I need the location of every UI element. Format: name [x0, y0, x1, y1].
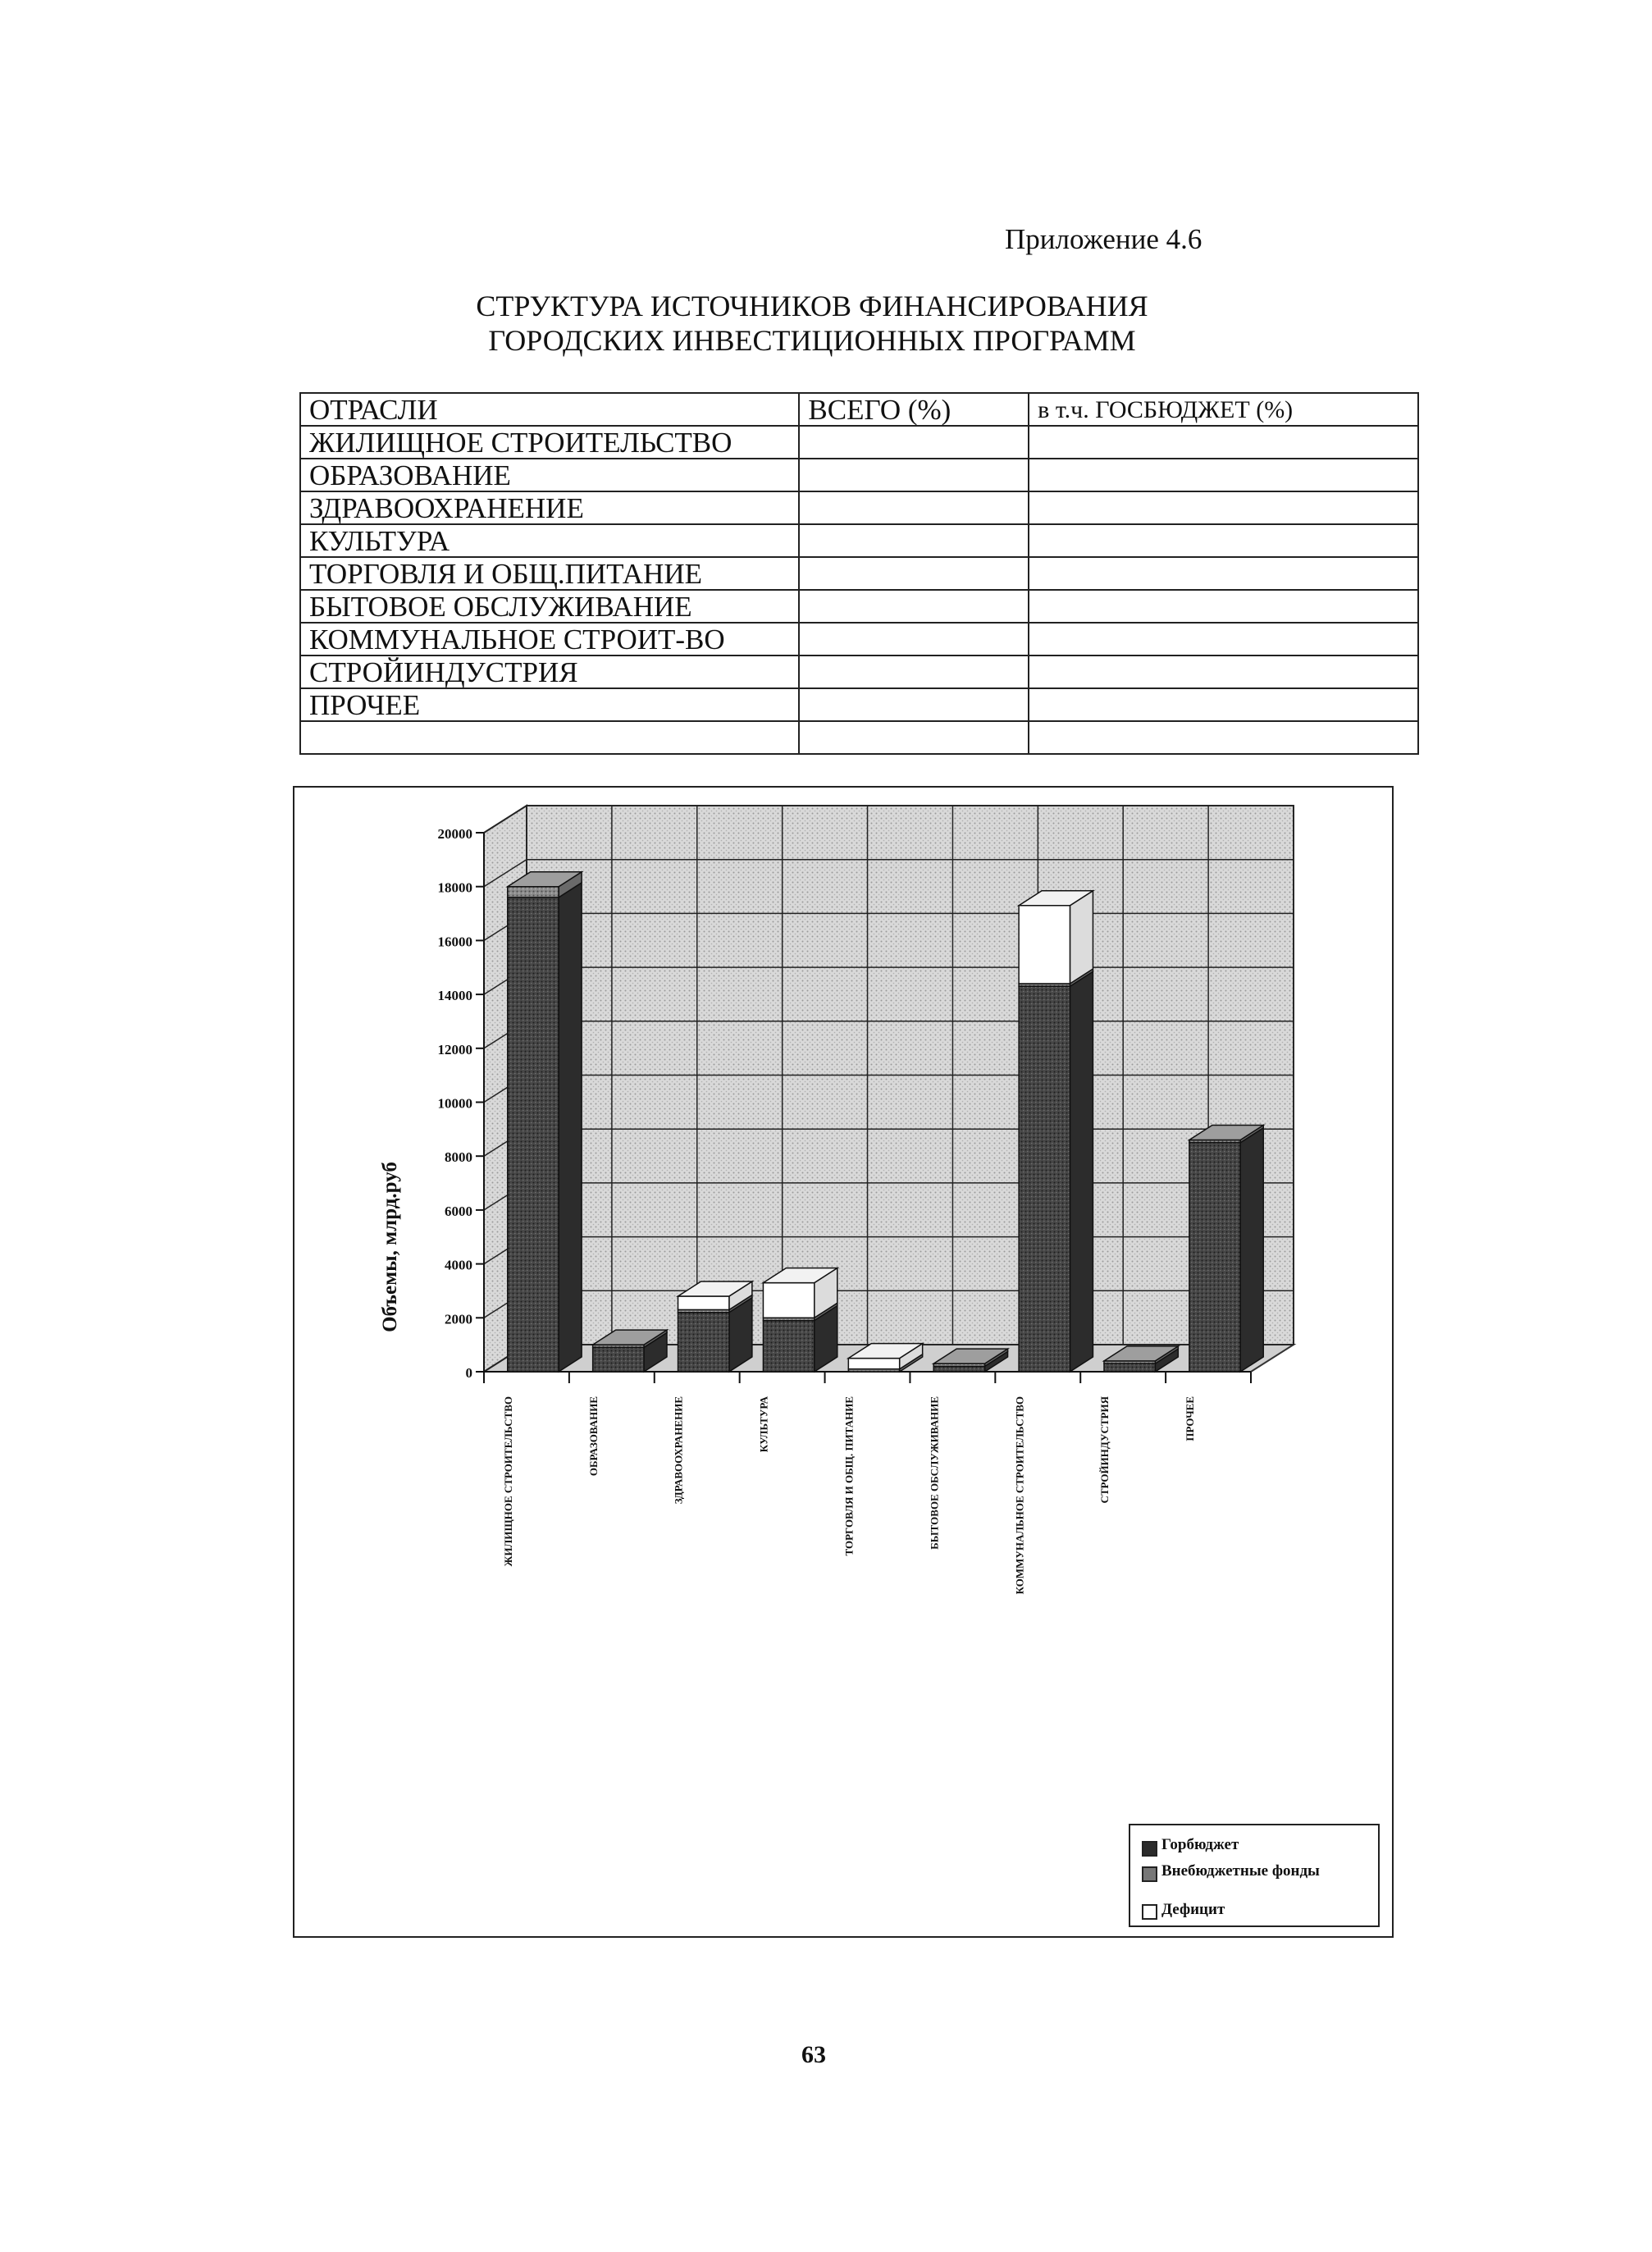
cell-state-budget	[1029, 590, 1418, 623]
y-tick-label: 4000	[445, 1257, 472, 1273]
bar-1-segment-2	[508, 887, 559, 898]
cell-state-budget	[1029, 721, 1418, 754]
cell-state-budget	[1029, 623, 1418, 656]
cell-total	[799, 721, 1029, 754]
table-row	[300, 426, 1418, 459]
cell-state-budget	[1029, 557, 1418, 590]
row-label: ПРОЧЕЕ	[300, 688, 799, 721]
table-row	[300, 688, 1418, 721]
cell-state-budget	[1029, 459, 1418, 491]
y-tick-label: 2000	[445, 1311, 472, 1327]
row-label: ЖИЛИЩНОЕ СТРОИТЕЛЬСТВО	[300, 426, 799, 459]
cell-total	[799, 491, 1029, 524]
bar-chart-3d	[294, 788, 1392, 1936]
chart-frame	[293, 786, 1394, 1938]
row-label: ЗДРАВООХРАНЕНИЕ	[300, 491, 799, 524]
y-tick-label: 18000	[437, 879, 472, 896]
bar-8-segment-1	[1104, 1364, 1155, 1372]
bar-4-segment-3	[763, 1283, 814, 1318]
table-row	[300, 491, 1418, 524]
x-axis-labels	[502, 1396, 1196, 1594]
table-row	[300, 721, 1418, 754]
legend-label-gorbudget: Горбюджет	[1161, 1836, 1239, 1853]
header-state-budget: в т.ч. ГОСБЮДЖЕТ (%)	[1029, 393, 1418, 426]
cell-state-budget	[1029, 491, 1418, 524]
y-tick-label: 12000	[437, 1041, 472, 1057]
bar-5-segment-3	[848, 1359, 899, 1369]
sectors-table	[299, 392, 1419, 755]
bar-7-segment-1-side	[1070, 971, 1093, 1372]
table-row	[300, 623, 1418, 656]
cell-total	[799, 459, 1029, 491]
bar-9-segment-1-side	[1240, 1128, 1263, 1372]
x-category-label: ТОРГОВЛЯ И ОБЩ. ПИТАНИЕ	[842, 1396, 856, 1556]
x-category-label: ЗДРАВООХРАНЕНИЕ	[672, 1396, 685, 1505]
bar-3-segment-3	[678, 1296, 729, 1309]
legend-label-deficit: Дефицит	[1161, 1901, 1225, 1918]
plot-area	[484, 806, 1294, 1372]
cell-state-budget	[1029, 426, 1418, 459]
table-row	[300, 459, 1418, 491]
cell-state-budget	[1029, 524, 1418, 557]
row-label	[300, 721, 799, 754]
table-row	[300, 557, 1418, 590]
y-tick-label: 14000	[437, 988, 472, 1004]
y-tick-label: 6000	[445, 1203, 472, 1219]
cell-state-budget	[1029, 656, 1418, 688]
y-tick-label: 0	[465, 1365, 472, 1381]
document-title-line-2: ГОРОДСКИХ ИНВЕСТИЦИОННЫХ ПРОГРАММ	[488, 324, 1136, 357]
header-sectors: ОТРАСЛИ	[300, 393, 799, 426]
y-tick-label: 16000	[437, 934, 472, 950]
row-label: СТРОЙИНДУСТРИЯ	[300, 656, 799, 688]
x-category-label: ОБРАЗОВАНИЕ	[586, 1396, 600, 1477]
chart-legend	[1129, 1824, 1380, 1927]
x-category-label: ЖИЛИЩНОЕ СТРОИТЕЛЬСТВО	[501, 1396, 514, 1567]
bar-1-segment-1-side	[559, 883, 582, 1372]
table-header-row	[300, 393, 1418, 426]
row-label: КОММУНАЛЬНОЕ СТРОИТ-ВО	[300, 623, 799, 656]
y-tick-label: 20000	[437, 826, 472, 842]
x-category-label: СТРОЙИНДУСТРИЯ	[1098, 1396, 1111, 1504]
bar-2-segment-1	[593, 1347, 644, 1372]
row-label: БЫТОВОЕ ОБСЛУЖИВАНИЕ	[300, 590, 799, 623]
cell-total	[799, 688, 1029, 721]
table-row	[300, 656, 1418, 688]
bar-7-segment-1	[1019, 986, 1070, 1372]
row-label: КУЛЬТУРА	[300, 524, 799, 557]
y-axis	[438, 826, 485, 1381]
x-category-label: ПРОЧЕЕ	[1184, 1396, 1197, 1441]
row-label: ОБРАЗОВАНИЕ	[300, 459, 799, 491]
y-tick-label: 10000	[437, 1095, 472, 1112]
y-tick-label: 8000	[445, 1149, 472, 1166]
bar-7-segment-3-side	[1070, 891, 1093, 984]
x-category-label: КУЛЬТУРА	[757, 1396, 770, 1453]
cell-state-budget	[1029, 688, 1418, 721]
cell-total	[799, 623, 1029, 656]
header-total: ВСЕГО (%)	[799, 393, 1029, 426]
legend-label-offbudget: Внебюджетные фонды	[1161, 1862, 1320, 1880]
cell-total	[799, 656, 1029, 688]
cell-total	[799, 557, 1029, 590]
bar-3-segment-1	[678, 1313, 729, 1372]
bar-9-segment-1	[1189, 1143, 1240, 1372]
row-label: ТОРГОВЛЯ И ОБЩ.ПИТАНИЕ	[300, 557, 799, 590]
x-category-label: БЫТОВОЕ ОБСЛУЖИВАНИЕ	[928, 1396, 941, 1550]
bar-1-segment-1	[508, 898, 559, 1372]
table-row	[300, 590, 1418, 623]
bar-4-segment-1	[763, 1321, 814, 1372]
table-row	[300, 524, 1418, 557]
cell-total	[799, 524, 1029, 557]
document-title-line-1: СТРУКТУРА ИСТОЧНИКОВ ФИНАНСИРОВАНИЯ	[476, 290, 1148, 322]
legend-swatch-deficit	[1142, 1904, 1157, 1920]
bar-7-segment-3	[1019, 906, 1070, 984]
cell-total	[799, 426, 1029, 459]
legend-swatch-gorbudget	[1142, 1841, 1157, 1857]
appendix-label: Приложение 4.6	[1005, 223, 1202, 255]
x-category-label: КОММУНАЛЬНОЕ СТРОИТЕЛЬСТВО	[1013, 1396, 1026, 1595]
x-axis	[484, 1372, 1251, 1383]
y-axis-title: Объемы, млрд.руб	[379, 1162, 401, 1332]
legend-swatch-offbudget	[1142, 1866, 1157, 1882]
page-number: 63	[801, 2041, 826, 2068]
cell-total	[799, 590, 1029, 623]
bar-6-segment-1	[933, 1366, 984, 1372]
